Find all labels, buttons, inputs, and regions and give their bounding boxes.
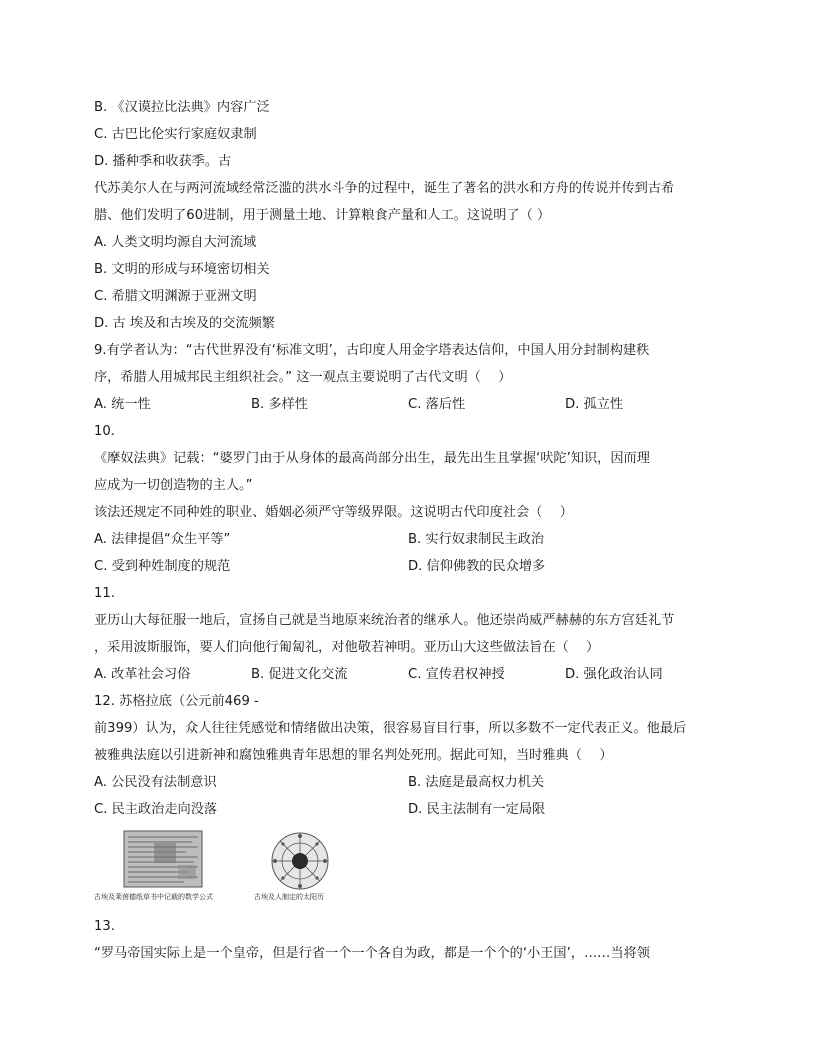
question-13-number: 13. bbox=[94, 919, 115, 934]
figure-papyrus bbox=[94, 829, 216, 905]
question-12-options-row2 bbox=[94, 796, 724, 823]
option-c[interactable]: C. 民主政治走向没落 bbox=[94, 802, 218, 817]
question-10-options-row1 bbox=[94, 526, 724, 553]
option-d[interactable]: D. 信仰佛教的民众增多 bbox=[408, 559, 546, 574]
question-12-stem: 前399）认为，众人往往凭感觉和情绪做出决策，很容易盲目行事，所以多数不一定代表正义。他最后 bbox=[94, 721, 687, 736]
question-11-options bbox=[94, 661, 724, 688]
option-c[interactable]: C. 受到种姓制度的规范 bbox=[94, 559, 231, 574]
papyrus-image bbox=[94, 829, 216, 891]
option-a[interactable]: A. 公民没有法制意识 bbox=[94, 775, 217, 790]
option-d[interactable]: D. 民主法制有一定局限 bbox=[408, 802, 546, 817]
option-a[interactable]: A. 法律提倡“众生平等” bbox=[94, 532, 231, 547]
option-d[interactable]: D. 孤立性 bbox=[565, 397, 624, 412]
question-10-stem: 《摩奴法典》记载：“婆罗门由于从身体的最高尚部分出生，最先出生且掌握‘吠陀’知识，因而理 bbox=[94, 451, 650, 466]
option-c[interactable]: C. 宣传君权神授 bbox=[408, 667, 505, 682]
question-text: 腊、他们发明了60进制，用于测量土地、计算粮食产量和人工。这说明了（ ） bbox=[94, 208, 551, 223]
option-a[interactable]: A. 改革社会习俗 bbox=[94, 667, 191, 682]
figure-calendar-caption: 古埃及人制定的太阳历 bbox=[254, 893, 324, 901]
question-9-stem: 序，希腊人用城邦民主组织社会。” 这一观点主要说明了古代文明（ ） bbox=[94, 370, 512, 385]
question-10-stem: 应成为一切创造物的主人。” bbox=[94, 478, 253, 493]
option-a[interactable]: A. 统一性 bbox=[94, 397, 151, 412]
question-9-stem: 9.有学者认为：“古代世界没有‘标准文明’，古印度人用金字塔表达信仰，中国人用分封制构建秩 bbox=[94, 343, 650, 358]
option-b[interactable]: B. 法庭是最高权力机关 bbox=[408, 775, 545, 790]
question-9-options bbox=[94, 391, 724, 418]
question-11-stem: ，采用波斯服饰，要人们向他行匍匐礼，对他敬若神明。亚历山大这些做法旨在（ ） bbox=[94, 640, 600, 655]
question-11-stem: 亚历山大每征服一地后，宣扬自己就是当地原来统治者的继承人。他还崇尚威严赫赫的东方宫廷礼节 bbox=[94, 613, 675, 628]
option-c: C. 希腊文明渊源于亚洲文明 bbox=[94, 289, 257, 304]
option-b[interactable]: B. 实行奴隶制民主政治 bbox=[408, 532, 545, 547]
question-11-number: 11. bbox=[94, 586, 115, 601]
question-10-stem: 该法还规定不同种姓的职业、婚姻必须严守等级界限。这说明古代印度社会（ ） bbox=[94, 505, 573, 520]
solar-calendar-image bbox=[252, 829, 348, 891]
option-c-babylon: C. 古巴比伦实行家庭奴隶制 bbox=[94, 127, 257, 142]
question-12-stem: 12. 苏格拉底（公元前469 - bbox=[94, 694, 259, 709]
option-b[interactable]: B. 促进文化交流 bbox=[251, 667, 348, 682]
question-12-stem: 被雅典法庭以引进新神和腐蚀雅典青年思想的罪名判处死刑。据此可知，当时雅典（ ） bbox=[94, 748, 613, 763]
question-12-options-row1 bbox=[94, 769, 724, 796]
question-10-number: 10. bbox=[94, 424, 115, 439]
option-d: D. 古 埃及和古埃及的交流频繁 bbox=[94, 316, 275, 331]
option-c[interactable]: C. 落后性 bbox=[408, 397, 466, 412]
option-a: A. 人类文明均源自大河流域 bbox=[94, 235, 257, 250]
question-text: 代苏美尔人在与两河流域经常泛滥的洪水斗争的过程中，诞生了著名的洪水和方舟的传说并传到古希 bbox=[94, 181, 675, 196]
exam-page bbox=[94, 94, 724, 967]
question-10-options-row2 bbox=[94, 553, 724, 580]
figures-row bbox=[94, 829, 724, 905]
option-d[interactable]: D. 强化政治认同 bbox=[565, 667, 663, 682]
option-b[interactable]: B. 多样性 bbox=[251, 397, 308, 412]
option-d-seasons: D. 播种季和收获季。古 bbox=[94, 154, 232, 169]
figure-calendar bbox=[252, 829, 348, 905]
figure-papyrus-caption: 古埃及莱茵德纸草书中记载的数学公式 bbox=[94, 893, 213, 901]
option-b: B. 文明的形成与环境密切相关 bbox=[94, 262, 270, 277]
option-b-hammurabi: B. 《汉谟拉比法典》内容广泛 bbox=[94, 100, 270, 115]
question-13-stem: “罗马帝国实际上是一个皇帝，但是行省一个一个各自为政，都是一个个的‘小王国’，……当将领 bbox=[94, 946, 650, 961]
